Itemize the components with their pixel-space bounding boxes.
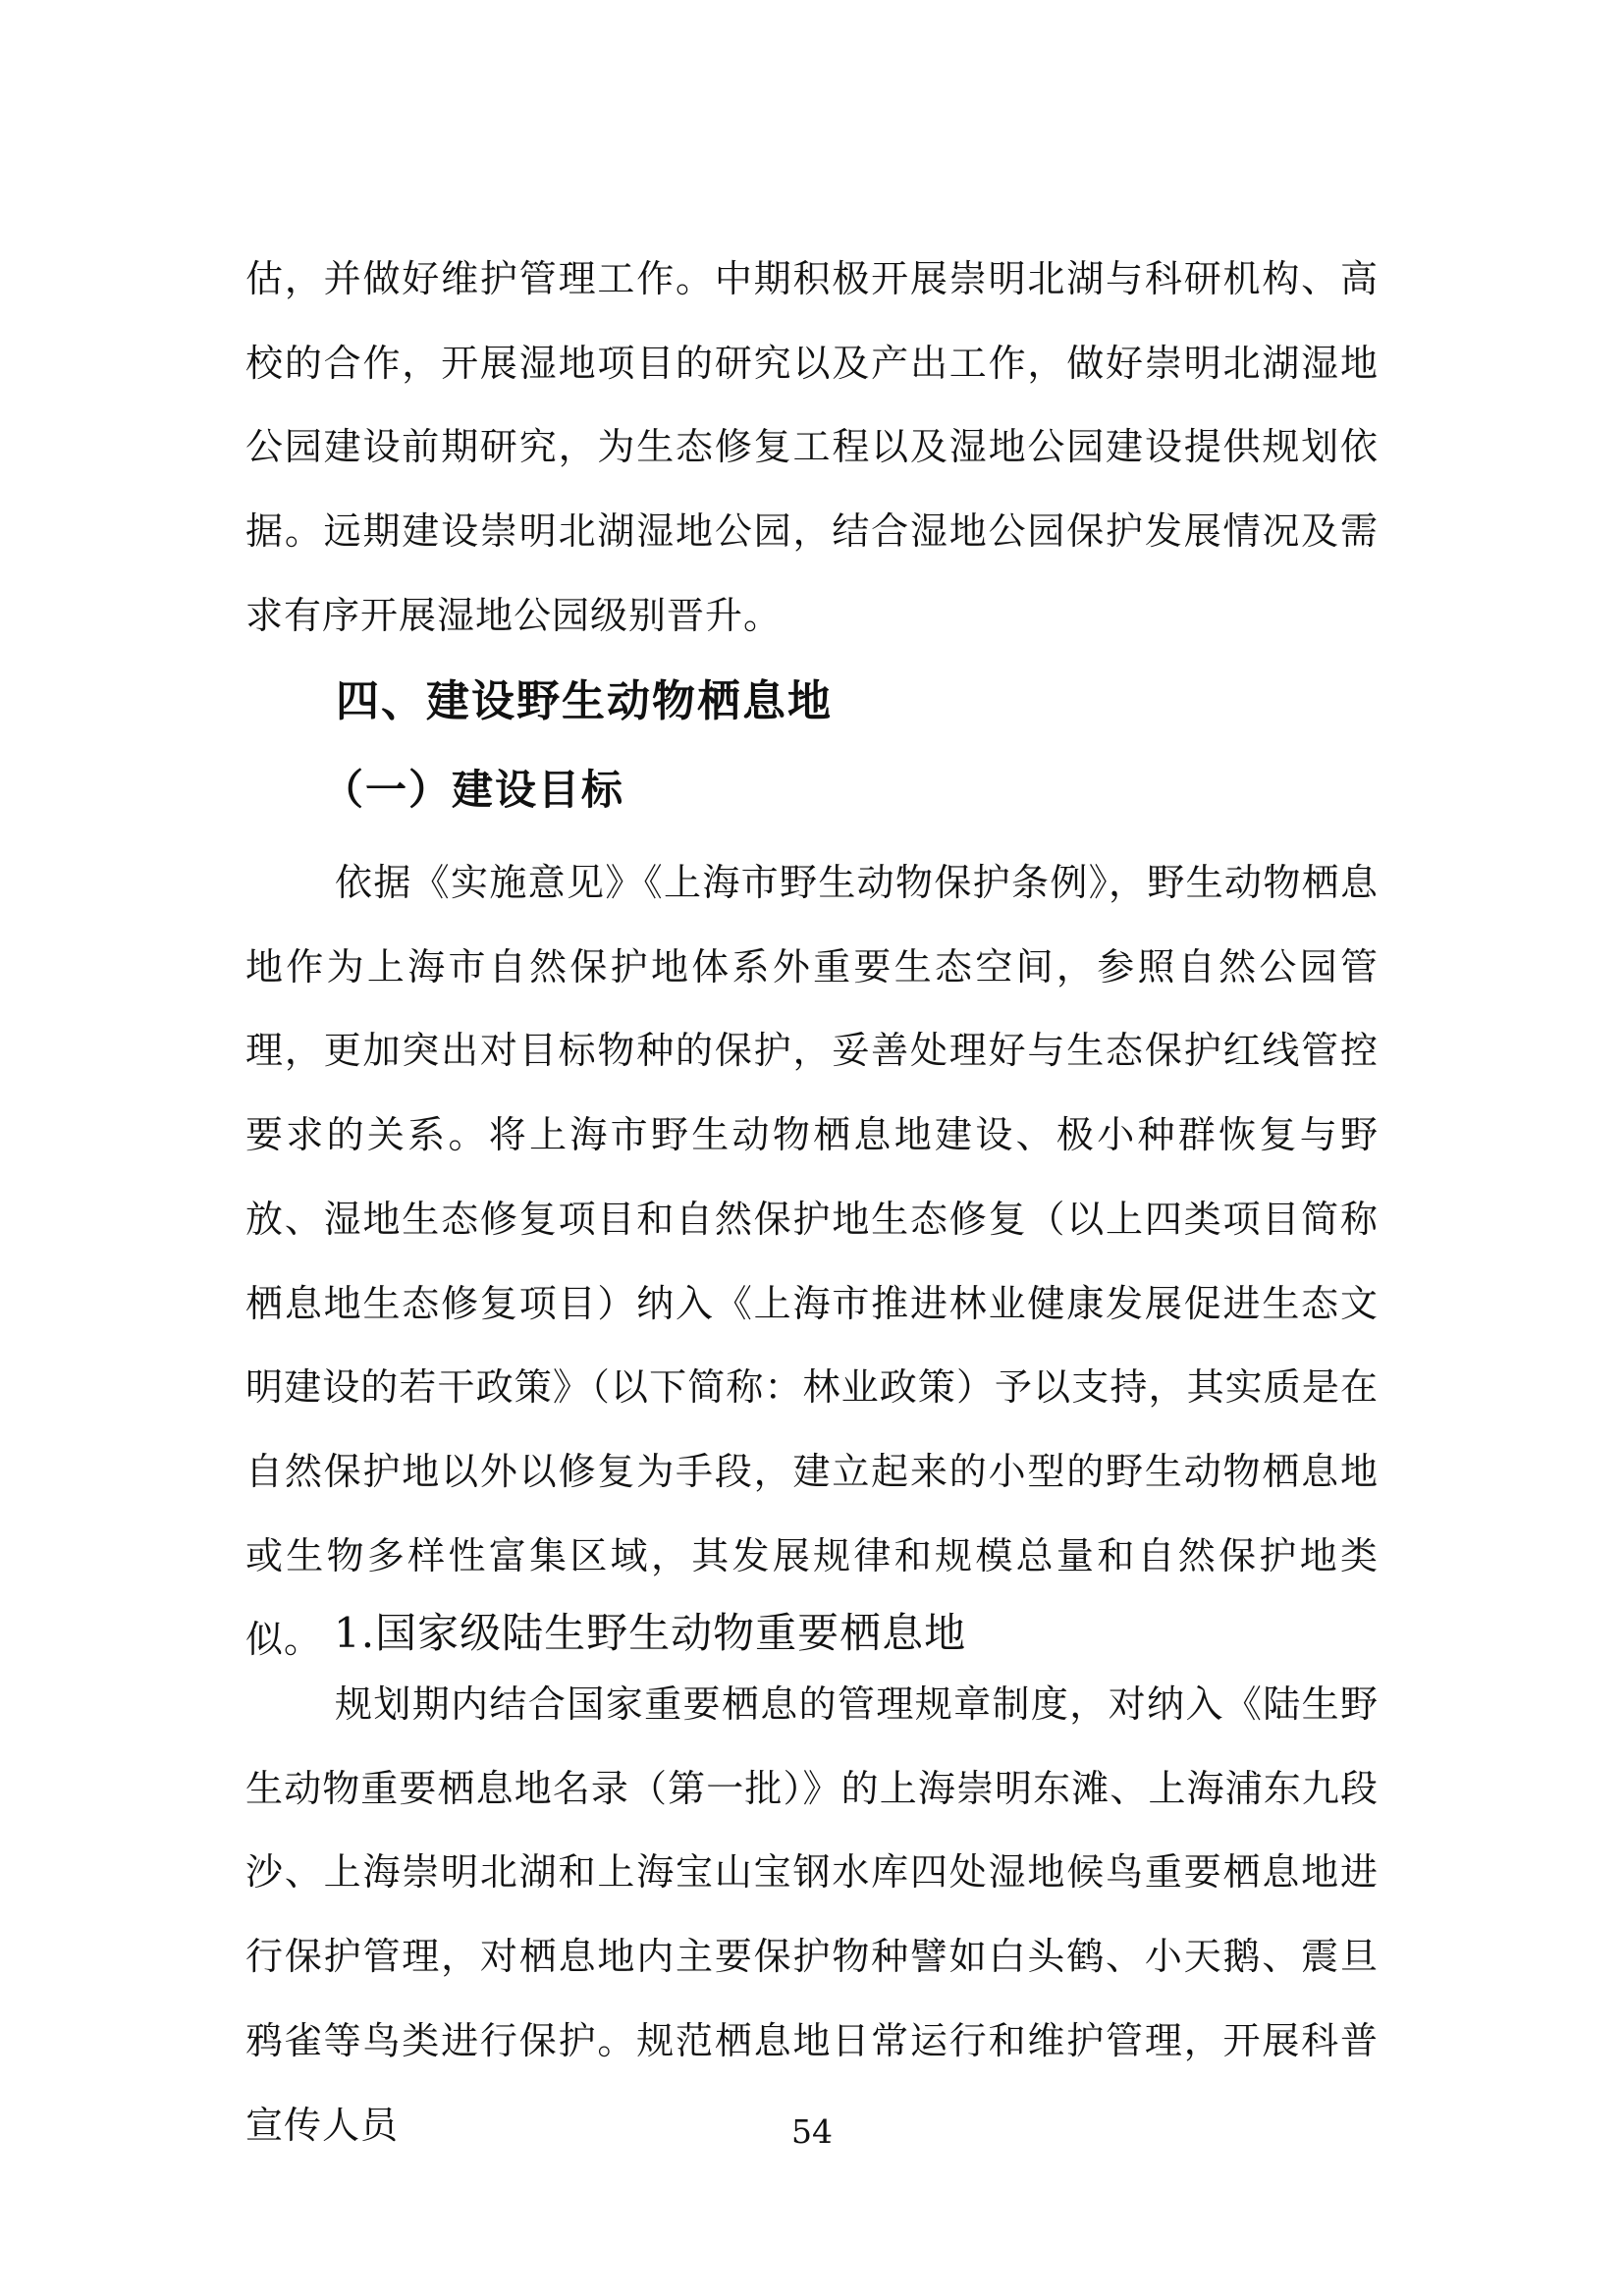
paragraph-construction-goals: 依据《实施意见》《上海市野生动物保护条例》，野生动物栖息地作为上海市自然保护地体系外重要生态空间，参照自然公园管理，更加突出对目标物种的保护，妥善处理好与生态保护红线管控要求的关系。将上海市野生动物栖息地建设、极小种群恢复与野放、湿地生态修复项目和自然保护地生态修复（以上四类项目简称栖息地生态修复项目）纳入《上海市推进林业健康发展促进生态文明建设的若干政策》（以下简称：林业政策）予以支持，其实质是在自然保护地以外以修复为手段，建立起来的小型的野生动物栖息地或生物多样性富集区域，其发展规律和规模总量和自然保护地类似。 <box>245 861 1379 1662</box>
item-heading-national-terrestrial-habitat: 1.国家级陆生野生动物重要栖息地 <box>334 1609 967 1657</box>
paragraph-wetland-park-continuation: 估，并做好维护管理工作。中期积极开展崇明北湖与科研机构、高校的合作，开展湿地项目的研究以及产出工作，做好崇明北湖湿地公园建设前期研究，为生态修复工程以及湿地公园建设提供规划依据。远期建设崇明北湖湿地公园，结合湿地公园保护发展情况及需求有序开展湿地公园级别晋升。 <box>245 257 1379 637</box>
document-body <box>245 0 1379 2296</box>
paragraph-national-terrestrial-habitat: 规划期内结合国家重要栖息的管理规章制度，对纳入《陆生野生动物重要栖息地名录（第一批）》的上海崇明东滩、上海浦东九段沙、上海崇明北湖和上海宝山宝钢水库四处湿地候鸟重要栖息地进行保护管理，对栖息地内主要保护物种譬如白头鹤、小天鹅、震旦鸦雀等鸟类进行保护。规范栖息地日常运行和维护管理，开展科普宣传人员 <box>245 1682 1379 2147</box>
section-heading-build-wildlife-habitat: 四、建设野生动物栖息地 <box>336 676 833 726</box>
subsection-heading-construction-goals: （一）建设目标 <box>322 766 625 814</box>
page-footer <box>0 2112 1624 2152</box>
page-number: 54 <box>791 2112 833 2151</box>
